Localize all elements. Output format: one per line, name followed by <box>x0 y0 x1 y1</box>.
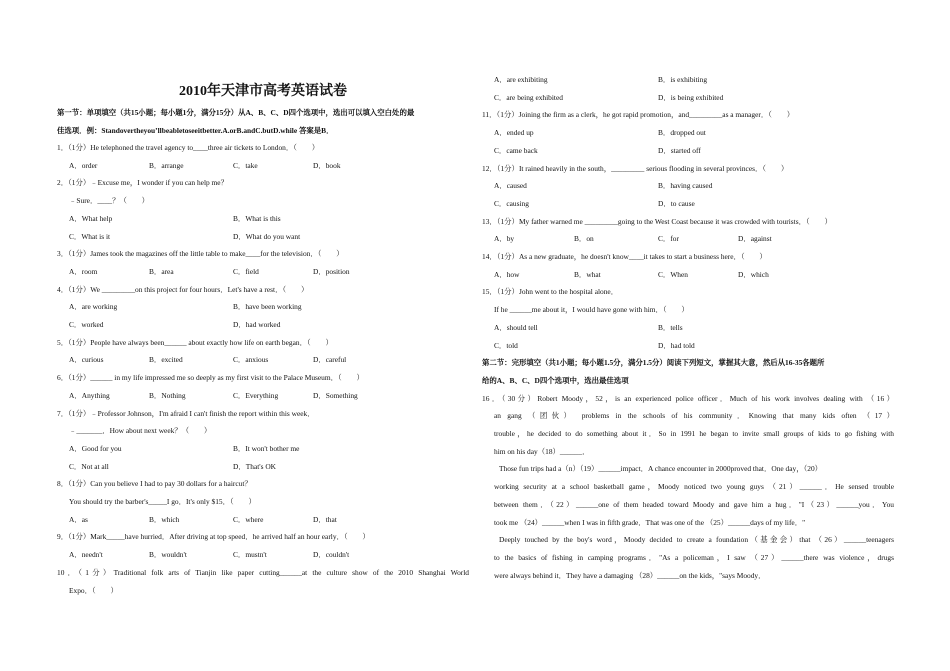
answer-option: A．as <box>69 514 88 524</box>
answer-option: B．tells <box>658 322 683 332</box>
answer-option: B．dropped out <box>658 128 706 138</box>
answer-option: D．started off <box>658 145 701 155</box>
answer-option: C．are being exhibited <box>494 92 563 102</box>
answer-option: D．that <box>313 514 337 524</box>
section-header: 第一节：单项填空（共15小题；每小题1分，满分15分）从A、B、C、D四个选项中，选出可以填入空白处的最 <box>57 108 415 117</box>
answer-option: D．That's OK <box>233 461 277 471</box>
question-stem: 3．（1分）James took the magazines off the little table to make____for the television．（ ） <box>57 249 344 259</box>
answer-option: C．for <box>658 234 679 244</box>
question-stem: 12．（1分）It rained heavily in the south，_________ serious flooding in several provinces．（ ） <box>482 163 789 173</box>
answer-option: B．which <box>149 514 180 524</box>
answer-option: A．ended up <box>494 128 534 138</box>
answer-option: A．are exhibiting <box>494 75 548 84</box>
answer-option: B．It won't bother me <box>233 443 300 453</box>
section-header: 第二节：完形填空（共1小题；每小题1.5分，满分1.5分）阅读下列短文，掌握其大意，然后从16-35各题所 <box>482 358 825 368</box>
answer-option: B．having caused <box>658 181 713 191</box>
answer-option: A．are working <box>69 302 118 312</box>
page-title: 2010年天津市高考英语试卷 <box>179 84 347 99</box>
answer-option: A．room <box>69 266 98 276</box>
answer-option: A．caused <box>494 181 527 191</box>
answer-option: C．When <box>658 269 688 279</box>
answer-option: C．Everything <box>233 390 279 400</box>
answer-option: D．which <box>738 269 769 279</box>
passage-line: Deeply touched by the boy's word，Moody decided to create a foundation（基金会）that （26）______teenagers <box>499 535 894 545</box>
answer-option: D．couldn't <box>313 550 350 560</box>
answer-option: D．had worked <box>233 320 281 329</box>
answer-option: C．causing <box>494 198 529 208</box>
passage-line: to the basics of fishing in camping programs．"As a policeman，I saw （27）______there was violence，drugs <box>494 552 894 562</box>
answer-option: C．mustn't <box>233 550 267 560</box>
answer-option: C．Not at all <box>69 461 109 471</box>
answer-option: B．Nothing <box>149 390 186 400</box>
passage-line: Those fun trips had a（n）（19）______impact．A chance encounter in 2000proved that．One day，（20） <box>499 464 823 474</box>
question-stem: ﹣Sure．____？（ ） <box>69 196 150 206</box>
passage-line: trouble，he decided to do something about it．So in 1991 he began to invite small groups of kids to go fishing with <box>494 429 894 438</box>
question-stem: Expo．（ ） <box>69 585 118 595</box>
answer-option: B．have been working <box>233 302 302 312</box>
answer-option: D．against <box>738 234 772 244</box>
passage-line: 16．（30分）Robert Moody，52，is an experienced police officer．Much of his work involves dealing with （16） <box>482 393 894 403</box>
question-stem: 11．（1分）Joining the firm as a clerk，he got rapid promotion，and_________as a manager．（ ） <box>482 110 795 120</box>
answer-option: A．needn't <box>69 550 103 560</box>
question-stem: 7．（1分）﹣Professor Johnson，I'm afraid I can't finish the report within this week． <box>57 408 315 418</box>
answer-option: B．what <box>574 269 601 279</box>
section-header: 给的A、B、C、D四个选项中，选出最佳选项 <box>482 375 629 385</box>
question-stem: If he ______me about it，I would have gone with him．（ ） <box>494 305 689 315</box>
question-stem: 1．（1分）He telephoned the travel agency to____three air tickets to London．（ ） <box>57 143 320 152</box>
passage-line: him on his day（18）______． <box>494 446 590 456</box>
passage-line: were always behind it．They have a damaging （28）______on the kids，"says Moody． <box>494 570 766 580</box>
answer-option: B．is exhibiting <box>658 75 708 84</box>
question-stem: 6．（1分）______ in my life impressed me so deeply as my first visit to the Palace Museum．（ ） <box>57 373 364 383</box>
answer-option: A．Good for you <box>69 443 122 453</box>
passage-line: working security at a school basketball game，Moody noticed two young guys （21）______．He sensed trouble <box>494 482 894 492</box>
question-stem: 10．（1分）Traditional folk arts of Tianjin like paper cutting______at the culture show of the 2010 Shanghai World <box>57 567 469 577</box>
answer-option: C．where <box>233 514 264 524</box>
answer-option: B．What is this <box>233 213 281 223</box>
question-stem: 13．（1分）My father warned me _________going to the West Coast because it was crowded with tourists．（ ） <box>482 216 832 226</box>
question-stem: 8．（1分）Can you believe I had to pay 30 dollars for a haircut？ <box>57 479 252 489</box>
answer-option: C．What is it <box>69 231 111 241</box>
question-stem: 14．（1分）As a new graduate，he doesn't know____it takes to start a business here．（ ） <box>482 252 767 261</box>
answer-option: B．excited <box>149 355 183 365</box>
answer-option: D．book <box>313 160 341 170</box>
answer-option: A．by <box>494 234 515 244</box>
question-stem: 5．（1分）People have always been______ about exactly how life on earth began．（ ） <box>57 337 333 347</box>
answer-option: A．should tell <box>494 322 538 332</box>
answer-option: D．is being exhibited <box>658 92 724 102</box>
answer-option: B．wouldn't <box>149 550 187 560</box>
question-stem: ﹣_______．How about next week？（ ） <box>69 426 212 436</box>
answer-option: A．What help <box>69 213 113 223</box>
passage-line: between them．（22）______one of them headed toward Moody and gave him a hug．"I（23）______you．You <box>494 499 894 509</box>
answer-option: C．take <box>233 160 258 170</box>
answer-option: B．on <box>574 234 594 244</box>
answer-option: A．curious <box>69 355 104 365</box>
question-stem: 15．（1分）John went to the hospital alone． <box>482 287 619 297</box>
answer-option: A．Anything <box>69 390 110 400</box>
answer-option: B．arrange <box>149 160 184 170</box>
answer-option: C．came back <box>494 145 538 155</box>
answer-option: C．worked <box>69 320 104 329</box>
question-stem: 4．（1分）We _________on this project for four hours．Let's have a rest．（ ） <box>57 284 309 294</box>
answer-option: C．anxious <box>233 355 269 365</box>
question-stem: 2．（1分）﹣Excuse me，I wonder if you can help me？ <box>57 178 228 188</box>
answer-option: B．area <box>149 266 174 276</box>
answer-option: D．What do you want <box>233 231 301 241</box>
passage-line: took me （24）______when I was in fifth grade．That was one of the （25）______days of my life．" <box>494 517 806 527</box>
answer-option: A．how <box>494 269 520 279</box>
answer-option: D．Something <box>313 390 358 400</box>
question-stem: 9．（1分）Mark_____have hurried．After driving at top speed．he arrived half an hour early．（ ） <box>57 532 370 542</box>
answer-option: A．order <box>69 160 98 170</box>
passage-line: an gang （团伙） problems in the schools of his community．Knowing that many kids often （17） <box>494 411 894 421</box>
answer-option: D．careful <box>313 355 347 365</box>
section-header: 佳选项．例：Standovertheyou’llbeabletoseeitbetter.A.orB.andC.butD.while 答案是B． <box>57 126 334 135</box>
answer-option: C．field <box>233 266 259 276</box>
answer-option: D．to cause <box>658 198 695 208</box>
answer-option: C．told <box>494 340 518 350</box>
answer-option: D．had told <box>658 340 695 350</box>
answer-option: D．position <box>313 266 350 276</box>
question-stem: You should try the barber's_____I go．It's only $15．（ ） <box>69 497 256 506</box>
